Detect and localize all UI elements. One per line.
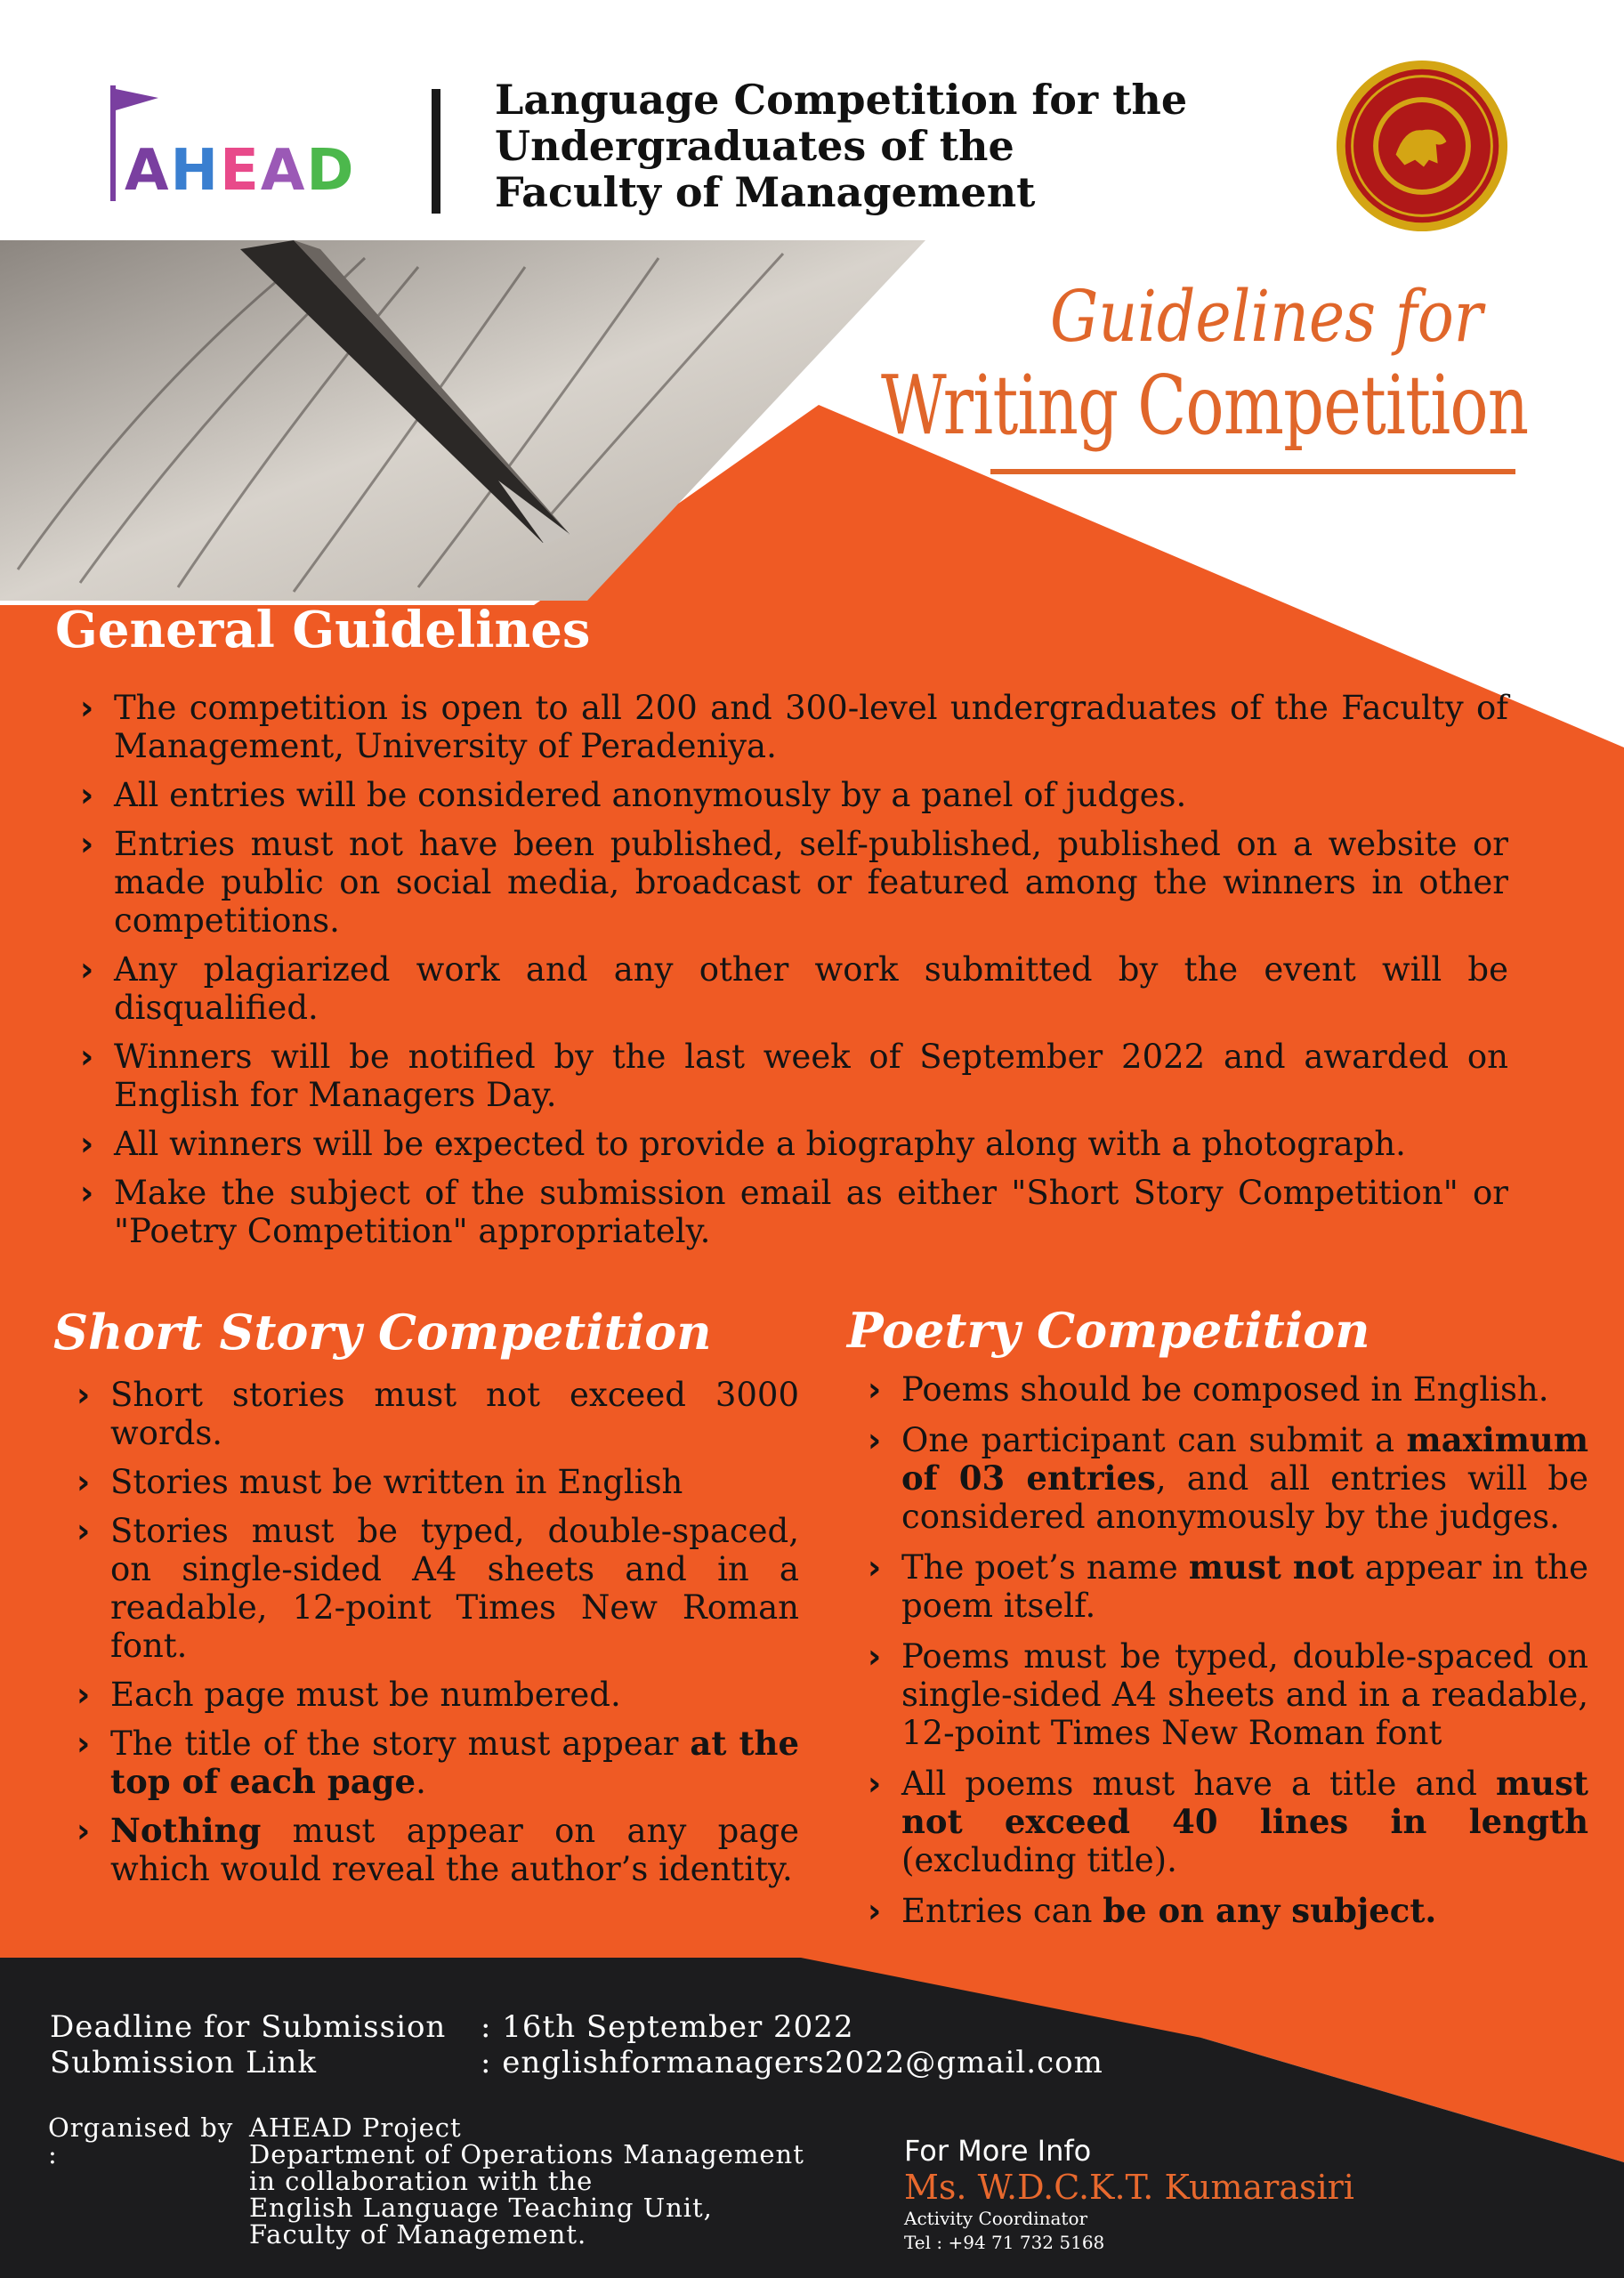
chevron-right-icon: ›	[77, 1812, 91, 1850]
chevron-right-icon: ›	[80, 950, 94, 989]
list-item: › All winners will be expected to provide a biography along with a photograph.	[80, 1125, 1406, 1163]
poetry-title: Poetry Competition	[847, 1302, 1370, 1359]
chevron-right-icon: ›	[77, 1512, 91, 1550]
list-item: › All entries will be considered anonymously by a panel of judges.	[80, 776, 1187, 814]
ahead-logo: AHEAD	[125, 138, 356, 204]
list-item: › Short stories must not exceed 3000 words.	[77, 1376, 799, 1452]
deadline-label: Deadline for Submission	[50, 2009, 447, 2045]
more-info-label: For More Info	[904, 2134, 1092, 2168]
header-divider	[432, 89, 440, 214]
organiser-line: English Language Teaching Unit,	[249, 2193, 713, 2223]
chevron-right-icon: ›	[77, 1676, 91, 1714]
list-item: › One participant can submit a maximum of 03 entries, and all entries will be considered anonymously by the judges.	[868, 1420, 1588, 1536]
chevron-right-icon: ›	[868, 1637, 882, 1676]
deadline-value: : 16th September 2022	[481, 2009, 854, 2045]
submission-details	[50, 2009, 1103, 2080]
submission-link-label: Submission Link	[50, 2045, 317, 2080]
list-item: › Any plagiarized work and any other work submitted by the event will be disqualified.	[80, 950, 1508, 1027]
poetry-list	[868, 1370, 1588, 1943]
contact-block	[904, 2134, 1354, 2255]
list-item: › Each page must be numbered.	[77, 1676, 621, 1714]
heading-underline	[990, 469, 1515, 474]
list-item: › The competition is open to all 200 and 300-level undergraduates of the Faculty of Management, University of Peradeniya.	[80, 689, 1508, 765]
university-seal-icon	[1335, 59, 1509, 233]
guidelines-heading: Guidelines for	[1050, 275, 1483, 358]
writing-competition-heading: Writing Competition	[881, 358, 1529, 453]
list-item: › The poet’s name must not appear in the poem itself.	[868, 1547, 1588, 1625]
short-story-title: Short Story Competition	[53, 1304, 712, 1361]
organiser-line: Department of Operations Management	[249, 2139, 804, 2169]
chevron-right-icon: ›	[77, 1463, 91, 1501]
list-item: › Poems must be typed, double-spaced on single-sided A4 sheets and in a readable, 12-point Times New Roman font	[868, 1637, 1588, 1752]
general-guidelines-title: General Guidelines	[55, 601, 591, 659]
page-title: Language Competition for the Undergraduates of the Faculty of Management	[495, 76, 1188, 216]
list-item: › Stories must be typed, double-spaced, on single-sided A4 sheets and in a readable, 12-point Times New Roman font.	[77, 1512, 799, 1665]
chevron-right-icon: ›	[868, 1892, 882, 1930]
chevron-right-icon: ›	[80, 825, 94, 863]
list-item: › Make the subject of the submission email as either "Short Story Competition" or "Poetry Competition" appropriately.	[80, 1174, 1508, 1250]
chevron-right-icon: ›	[80, 1174, 94, 1212]
general-guidelines-list	[80, 689, 1508, 1261]
organiser-block	[48, 2114, 804, 2248]
contact-tel: Tel : +94 71 732 5168	[904, 2232, 1105, 2253]
organiser-line: AHEAD Project	[249, 2112, 462, 2143]
chevron-right-icon: ›	[80, 689, 94, 727]
organiser-line: Faculty of Management.	[249, 2219, 587, 2250]
chevron-right-icon: ›	[868, 1370, 882, 1409]
organiser-line: in collaboration with the	[249, 2166, 594, 2196]
chevron-right-icon: ›	[77, 1376, 91, 1414]
list-item: › Nothing must appear on any page which would reveal the author’s identity.	[77, 1811, 799, 1888]
chevron-right-icon: ›	[868, 1421, 882, 1459]
submission-link-row	[50, 2045, 1103, 2080]
contact-name: Ms. W.D.C.K.T. Kumarasiri	[904, 2168, 1354, 2207]
short-story-list	[77, 1376, 799, 1899]
chevron-right-icon: ›	[80, 1125, 94, 1163]
chevron-right-icon: ›	[80, 776, 94, 814]
chevron-right-icon: ›	[868, 1765, 882, 1803]
list-item: › Entries can be on any subject.	[868, 1891, 1437, 1930]
submission-link-value[interactable]: : englishformanagers2022@gmail.com	[481, 2045, 1103, 2080]
contact-role: Activity Coordinator	[904, 2208, 1088, 2229]
list-item: › Poems should be composed in English.	[868, 1370, 1549, 1409]
list-item: › All poems must have a title and must not exceed 40 lines in length (excluding title).	[868, 1764, 1588, 1879]
organised-by-label: Organised by :	[48, 2112, 234, 2169]
chevron-right-icon: ›	[80, 1038, 94, 1076]
chevron-right-icon: ›	[77, 1725, 91, 1763]
deadline-row	[50, 2009, 1103, 2045]
chevron-right-icon: ›	[868, 1548, 882, 1587]
list-item: › Stories must be written in English	[77, 1463, 683, 1501]
list-item: › Winners will be notified by the last week of September 2022 and awarded on English for Managers Day.	[80, 1038, 1508, 1114]
list-item: › Entries must not have been published, self-published, published on a website or made public on social media, broadcast or featured among the winners in other competitions.	[80, 825, 1508, 940]
list-item: › The title of the story must appear at the top of each page.	[77, 1724, 799, 1801]
